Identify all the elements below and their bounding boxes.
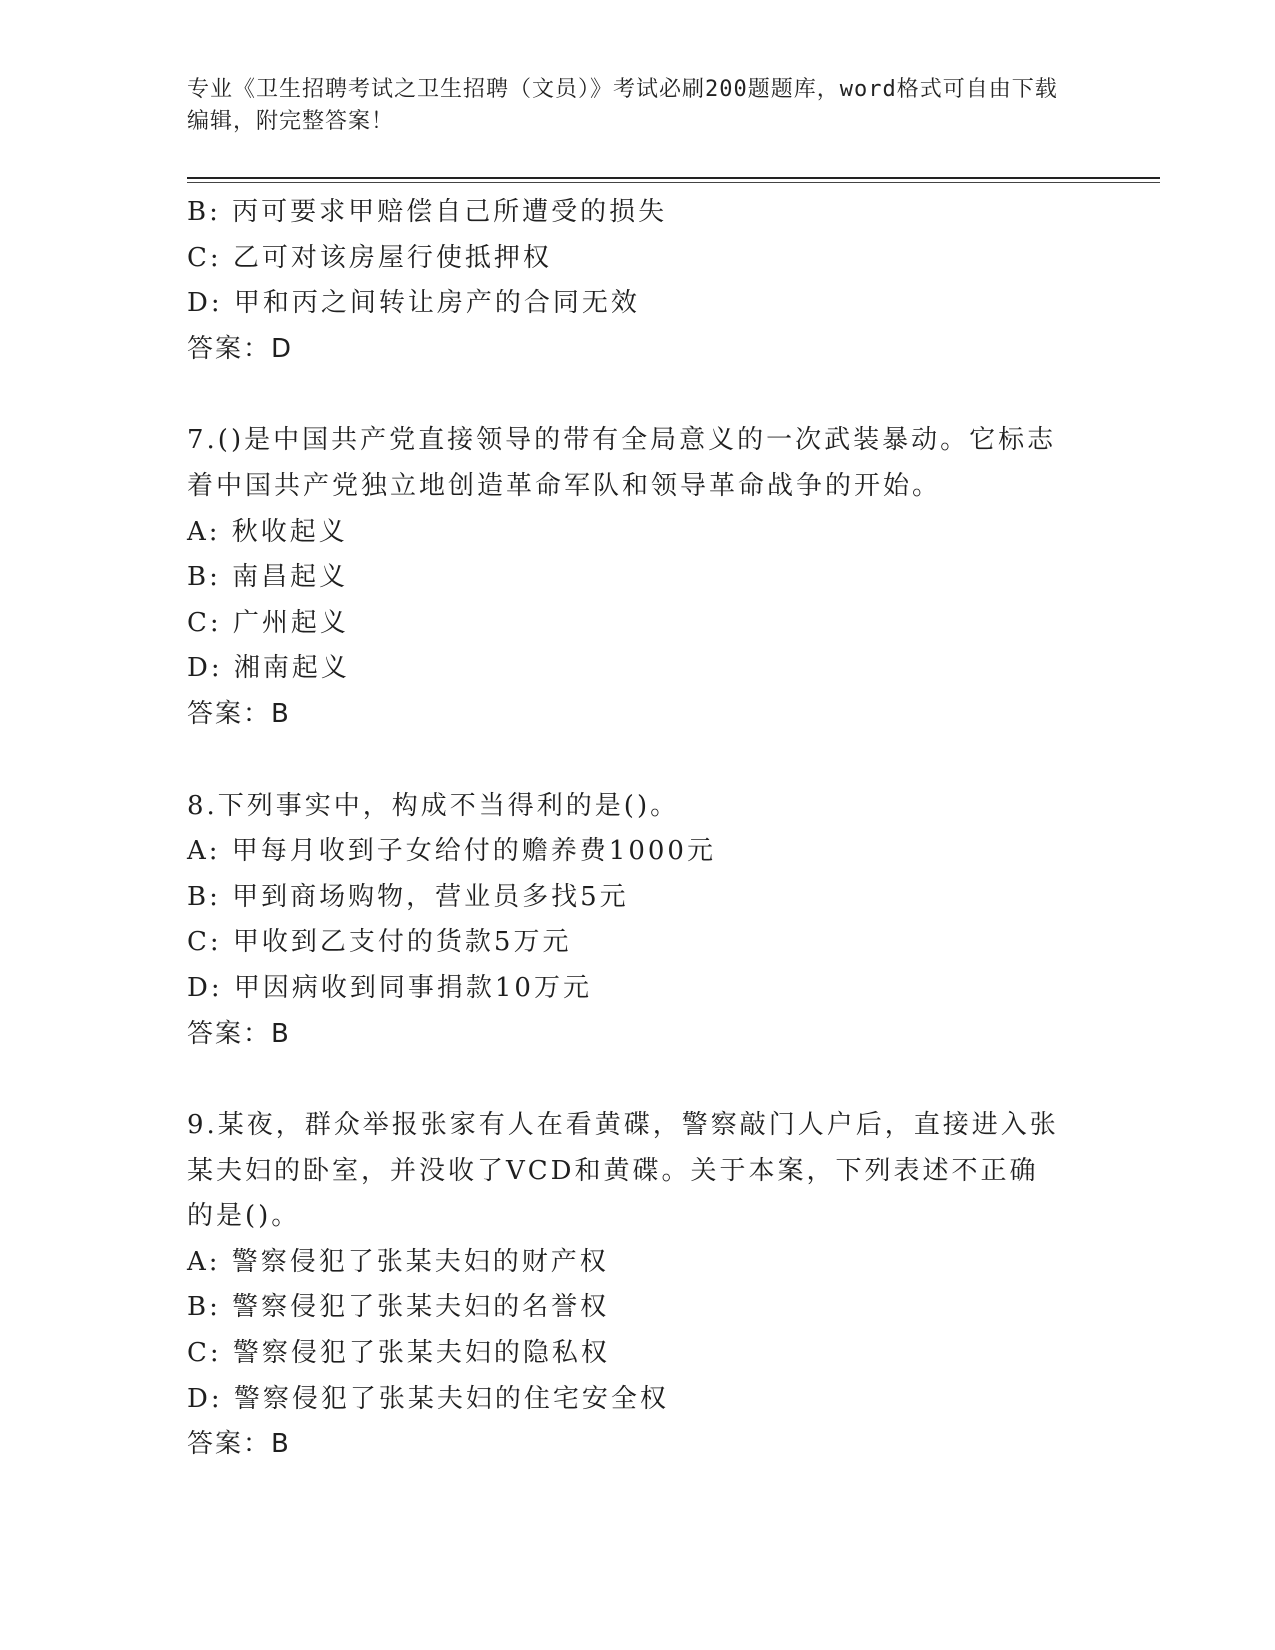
document-header: 专业《卫生招聘考试之卫生招聘（文员）》考试必刷200题题库，word格式可自由下载编辑，附完整答案！ xyxy=(187,77,1058,134)
question-stem: 8.下列事实中，构成不当得利的是()。 xyxy=(187,790,680,821)
question-7-block xyxy=(187,418,1067,737)
option-b: B: 丙可要求甲赔偿自己所遭受的损失 xyxy=(187,197,668,227)
option-d: D: 警察侵犯了张某夫妇的住宅安全权 xyxy=(187,1383,669,1414)
question-9-block xyxy=(187,1103,1067,1468)
spacer xyxy=(187,372,1067,418)
question-stem: 7.()是中国共产党直接领导的带有全局意义的一次武装暴动。它标志着中国共产党独立地创造革命军队和领导革命战争的开始。 xyxy=(187,425,1057,501)
question-content xyxy=(187,190,1067,1468)
answer-line: 答案：B xyxy=(187,698,291,729)
option-a: A: 警察侵犯了张某夫妇的财产权 xyxy=(187,1246,609,1277)
header-rule-thin xyxy=(187,182,1160,183)
option-b: B: 警察侵犯了张某夫妇的名誉权 xyxy=(187,1292,610,1323)
option-d: D: 湘南起义 xyxy=(187,653,350,684)
spacer xyxy=(187,738,1067,784)
header-rule-thick xyxy=(187,177,1160,179)
option-c: C: 乙可对该房屋行使抵押权 xyxy=(187,242,552,273)
option-d: D: 甲因病收到同事捐款10万元 xyxy=(187,972,592,1003)
option-b: B: 甲到商场购物，营业员多找5元 xyxy=(187,881,629,912)
spacer xyxy=(187,1057,1067,1103)
prev-question-block xyxy=(187,190,1067,372)
question-stem: 9.某夜，群众举报张家有人在看黄碟，警察敲门人户后，直接进入张某夫妇的卧室，并没收了VCD和黄碟。关于本案，下列表述不正确的是()。 xyxy=(187,1110,1059,1232)
answer-line: 答案：B xyxy=(187,1018,291,1049)
option-d: D: 甲和丙之间转让房产的合同无效 xyxy=(187,288,640,319)
option-b: B: 南昌起义 xyxy=(187,562,349,593)
answer-line: 答案：B xyxy=(187,1429,291,1460)
answer-line: 答案：D xyxy=(187,333,294,364)
option-a: A: 秋收起义 xyxy=(187,516,348,547)
option-a: A: 甲每月收到子女给付的赡养费1000元 xyxy=(187,836,716,867)
option-c: C: 甲收到乙支付的货款5万元 xyxy=(187,927,572,958)
question-8-block xyxy=(187,784,1067,1058)
option-c: C: 警察侵犯了张某夫妇的隐私权 xyxy=(187,1338,610,1369)
option-c: C: 广州起义 xyxy=(187,607,349,638)
